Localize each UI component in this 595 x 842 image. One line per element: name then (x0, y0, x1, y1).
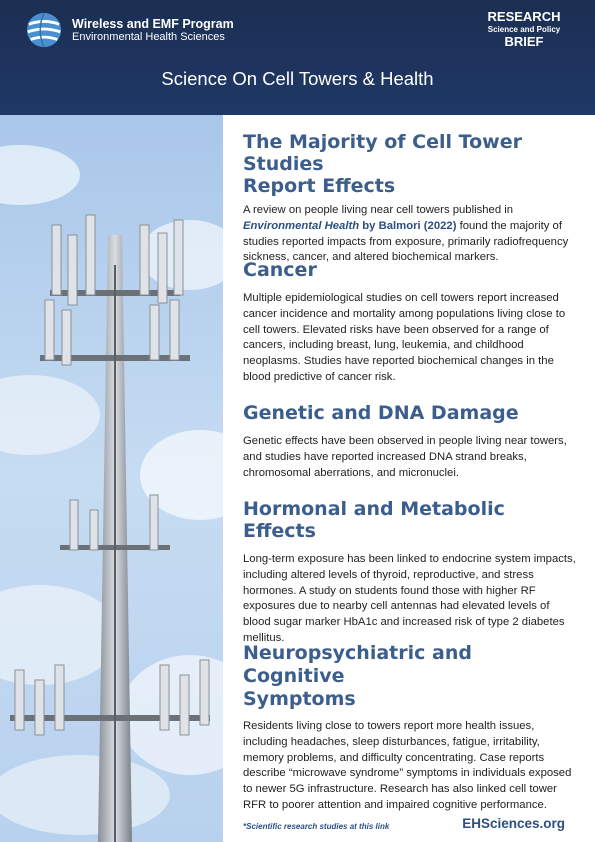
source-journal-link[interactable]: Environmental Health (243, 219, 360, 232)
page-header (0, 0, 595, 115)
footnote-link[interactable]: *Scientific research studies at this link (243, 822, 390, 831)
section-heading: Cancer (243, 259, 317, 281)
section-neuropsychiatric (243, 642, 578, 814)
website-link[interactable]: EHSciences.org (462, 816, 565, 831)
section-body (243, 203, 578, 266)
heading-line-2: Report Effects (243, 175, 396, 197)
source-author-link[interactable]: by Balmori (2022) (359, 219, 457, 232)
section-heading: Hormonal and Metabolic Effects (243, 498, 505, 542)
section-cancer (243, 259, 578, 386)
body-pre: A review on people living near cell towers published in (243, 204, 514, 216)
section-heading (243, 131, 578, 197)
badge-line-brief: BRIEF (504, 34, 544, 49)
org-name: Wireless and EMF Program (72, 17, 234, 31)
globe-logo-icon (25, 11, 63, 49)
section-body: Long-term exposure has been linked to endocrine system impacts, including altered levels of thyroid, reproductive, and stress hormones. A study on students found those with higher RF exposures due to nearby cell antennas had elevated levels of blood sugar marker HbA1c and increased risk of type 2 diabetes mellitus. (243, 553, 576, 644)
section-body: Multiple epidemiological studies on cell towers report increased cancer incidence and mortality among populations living close to cell towers. Elevated risks have been observed for a range of cancers, including breast, lung, leukemia, and childhood neoplasms. Studies have reported biochemical changes in the blood predictive of cancer risk. (243, 292, 566, 383)
section-body: Genetic effects have been observed in people living near towers, and studies have reported increased DNA strand breaks, chromosomal aberrations, and micronuclei. (243, 435, 567, 479)
section-heading (243, 642, 578, 711)
heading-line-1: Neuropsychiatric and Cognitive (243, 642, 472, 687)
cell-tower-photo (0, 115, 223, 842)
section-body: Residents living close to towers report more health issues, including headaches, sleep disturbances, fatigue, irritability, memory problems, and difficulty concentrating. Case reports describe “microwave syndrome” symptoms in individuals exposed to newer 5G infrastructure. Research has also linked cell tower RFR to poorer attention and impaired cognitive performance. (243, 720, 572, 811)
body-post: found the majority of studies reported impacts from exposure, primarily radiofrequency sickness, cancer, and altered biochemical markers. (243, 219, 569, 264)
section-genetic-dna (243, 402, 578, 481)
heading-line-2: Symptoms (243, 688, 356, 710)
page-title: Science On Cell Towers & Health (161, 68, 434, 89)
badge-line-research: RESEARCH (487, 9, 561, 24)
research-brief-badge (481, 10, 567, 49)
section-heading: Genetic and DNA Damage (243, 402, 519, 424)
org-subtitle: Environmental Health Sciences (72, 31, 225, 43)
section-majority-studies (243, 131, 578, 266)
section-hormonal-metabolic (243, 498, 578, 647)
cell-tower-illustration (0, 115, 223, 842)
heading-line-1: The Majority of Cell Tower Studies (243, 131, 522, 175)
badge-line-science-policy: Science and Policy (487, 25, 561, 34)
